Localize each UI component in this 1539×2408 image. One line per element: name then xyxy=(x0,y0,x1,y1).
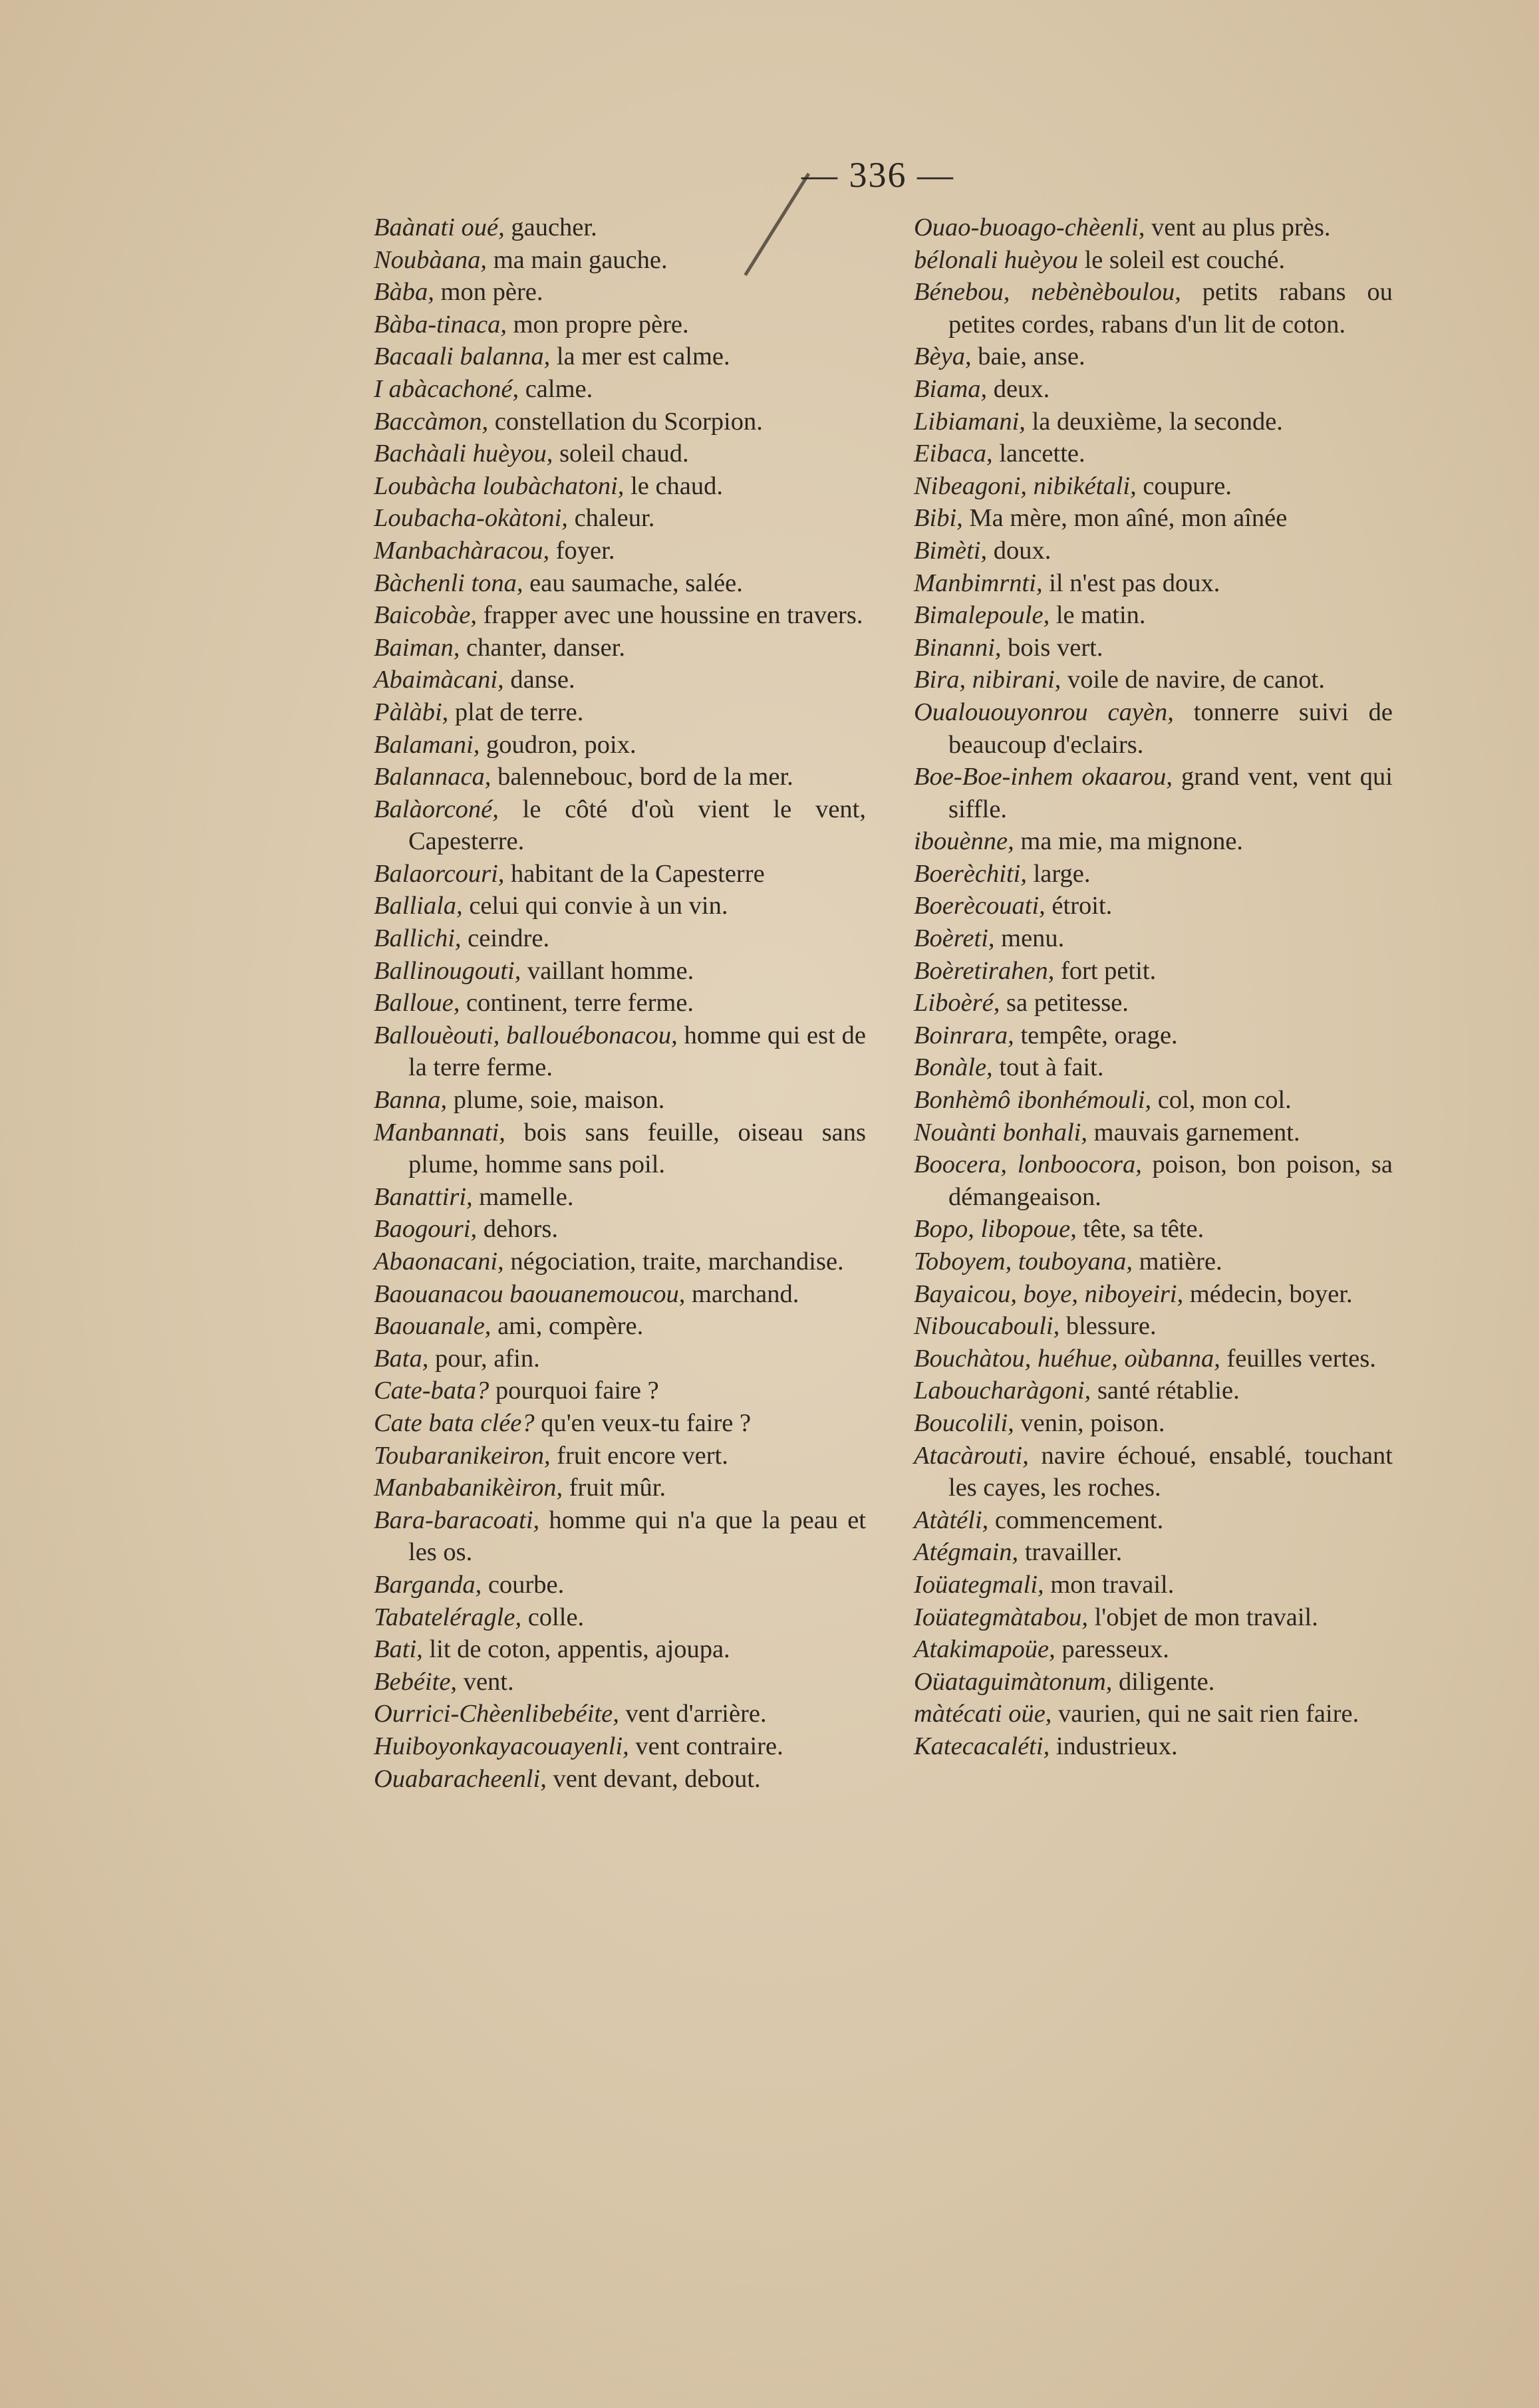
entry-gloss: travailler. xyxy=(1018,1538,1123,1567)
entry-term: Bonàle, xyxy=(914,1053,993,1082)
entry-term: Eibaca, xyxy=(914,440,993,468)
entry-gloss: sa petitesse. xyxy=(1000,989,1129,1017)
entry-term: Cate bata clée? xyxy=(374,1408,535,1437)
entry-gloss: vent au plus près. xyxy=(1145,213,1331,241)
entry-gloss: vent devant, debout. xyxy=(546,1764,761,1793)
dictionary-entry xyxy=(374,1601,866,1634)
entry-gloss: habitant de la Capesterre xyxy=(504,859,765,888)
entry-term: Baicobàe, xyxy=(374,601,478,630)
entry-gloss: danse. xyxy=(503,666,575,694)
entry-term: Baiman, xyxy=(374,633,460,662)
entry-gloss: vaurien, qui ne sait rien faire. xyxy=(1051,1700,1359,1728)
entry-gloss: le soleil est couché. xyxy=(1077,245,1286,274)
dictionary-entry xyxy=(914,858,1393,890)
dictionary-entry xyxy=(914,1278,1393,1311)
entry-gloss: pourquoi faire ? xyxy=(489,1377,659,1405)
dictionary-entry xyxy=(374,987,866,1019)
dictionary-entry xyxy=(374,1633,866,1666)
entry-gloss: vent. xyxy=(457,1667,514,1696)
entry-gloss: petits rabans ou petites cordes, rabans d'un lit de coton. xyxy=(948,278,1393,338)
dictionary-entry xyxy=(374,1181,866,1214)
entry-term: Banattiri, xyxy=(374,1182,473,1211)
entry-term: Toboyem, touboyana, xyxy=(914,1248,1133,1275)
dictionary-entry xyxy=(914,438,1393,470)
entry-term: Abaonacani, xyxy=(374,1248,504,1275)
entry-gloss: plat de terre. xyxy=(448,698,584,726)
entry-gloss: poison, bon poison, sa démangeaison. xyxy=(948,1150,1393,1211)
entry-term: Ioüategmali, xyxy=(914,1570,1044,1599)
entry-gloss: menu. xyxy=(994,924,1065,953)
entry-term: Balamani, xyxy=(374,730,480,759)
dictionary-entry xyxy=(374,244,866,277)
entry-term: Bèya, xyxy=(914,342,972,371)
entry-term: Banna, xyxy=(374,1086,448,1115)
entry-term: Manbimrnti, xyxy=(914,569,1043,597)
dictionary-entry xyxy=(374,664,866,696)
entry-term: Baànati oué, xyxy=(374,213,505,241)
entry-term: Manbannati, xyxy=(374,1118,505,1146)
entry-gloss: continent, terre ferme. xyxy=(460,989,694,1017)
dictionary-entry xyxy=(914,1440,1393,1504)
entry-gloss: santé rétablie. xyxy=(1091,1377,1240,1405)
dictionary-entry xyxy=(374,1730,866,1763)
dictionary-entry xyxy=(914,502,1393,535)
entry-term: Laboucharàgoni, xyxy=(914,1377,1091,1405)
entry-gloss: constellation du Scorpion. xyxy=(488,407,763,436)
entry-gloss: chanter, danser. xyxy=(460,633,626,662)
dictionary-entry xyxy=(914,373,1393,406)
dictionary-entry xyxy=(374,890,866,922)
entry-gloss: mauvais garnement. xyxy=(1087,1118,1300,1146)
entry-term: Noubàana, xyxy=(374,245,488,274)
entry-gloss: homme qui est de la terre ferme. xyxy=(408,1021,866,1082)
dictionary-entry xyxy=(914,1569,1393,1601)
dictionary-entry xyxy=(374,1213,866,1246)
entry-gloss: la deuxième, la seconde. xyxy=(1025,407,1283,436)
entry-term: Libiamani, xyxy=(914,407,1026,436)
entry-gloss: la mer est calme. xyxy=(550,342,730,371)
entry-gloss: feuilles vertes. xyxy=(1220,1344,1376,1373)
entry-term: Abaimàcani, xyxy=(374,666,504,694)
entry-term: Boocera, lonboocora, xyxy=(914,1150,1142,1179)
dictionary-entry xyxy=(914,1504,1393,1537)
entry-term: Ballinougouti, xyxy=(374,956,521,985)
entry-term: Bàchenli tona, xyxy=(374,569,523,597)
dictionary-entry xyxy=(374,340,866,373)
dictionary-entry xyxy=(374,696,866,729)
entry-gloss: deux. xyxy=(987,374,1050,403)
entry-gloss: commencement. xyxy=(988,1506,1164,1534)
entry-term: Nouànti bonhali, xyxy=(914,1118,1087,1146)
entry-gloss: grand vent, vent qui siffle. xyxy=(948,763,1393,823)
entry-term: Bimalepoule, xyxy=(914,601,1050,630)
dictionary-entry xyxy=(914,987,1393,1019)
dictionary-entry xyxy=(914,406,1393,438)
entry-term: Huiboyonkayacouayenli, xyxy=(374,1732,629,1760)
entry-term: Boucolili, xyxy=(914,1408,1014,1437)
page-number: — 336 — xyxy=(801,155,954,195)
entry-term: Bara-baracoati, xyxy=(374,1506,540,1534)
dictionary-entry xyxy=(914,276,1393,340)
dictionary-entry xyxy=(374,1278,866,1311)
entry-term: Bopo, libopoue, xyxy=(914,1215,1077,1244)
dictionary-entry xyxy=(374,1310,866,1343)
entry-term: Bibi, xyxy=(914,504,963,533)
entry-term: Liboèré, xyxy=(914,989,1000,1017)
dictionary-entry xyxy=(374,858,866,890)
entry-term: Balannaca, xyxy=(374,763,491,791)
entry-term: Atacàrouti, xyxy=(914,1441,1029,1470)
entry-term: Ouao-buoago-chèenli, xyxy=(914,213,1145,241)
entry-term: Katecacaléti, xyxy=(914,1732,1050,1760)
entry-gloss: bois vert. xyxy=(1001,633,1103,662)
entry-gloss: mon propre père. xyxy=(506,310,689,338)
dictionary-entry xyxy=(914,1343,1393,1375)
entry-gloss: marchand. xyxy=(685,1279,799,1308)
entry-gloss: négociation, traite, marchandise. xyxy=(503,1248,844,1275)
entry-gloss: mon père. xyxy=(434,278,543,307)
entry-gloss: soleil chaud. xyxy=(553,440,689,468)
entry-term: Ourrici-Chèenlibebéite, xyxy=(374,1700,619,1728)
entry-gloss: vent d'arrière. xyxy=(619,1700,767,1728)
dictionary-entry xyxy=(374,922,866,955)
dictionary-entry xyxy=(374,1698,866,1730)
entry-term: Bouchàtou, huéhue, oùbanna, xyxy=(914,1344,1220,1373)
entry-term: Atégmain, xyxy=(914,1538,1019,1567)
entry-term: Oüataguimàtonum, xyxy=(914,1667,1113,1696)
left-column xyxy=(374,211,866,1795)
dictionary-entry xyxy=(374,1343,866,1375)
entry-term: Cate-bata? xyxy=(374,1377,490,1405)
entry-term: Ballouèouti, ballouébonacou, xyxy=(374,1021,678,1049)
entry-gloss: le côté d'où vient le vent, Capesterre. xyxy=(408,795,866,856)
entry-term: Ouabaracheenli, xyxy=(374,1764,547,1793)
entry-gloss: tout à fait. xyxy=(992,1053,1104,1082)
dictionary-entry xyxy=(914,1633,1393,1666)
entry-term: Bachàali huèyou, xyxy=(374,440,553,468)
entry-gloss: matière. xyxy=(1133,1248,1222,1275)
dictionary-entry xyxy=(914,1051,1393,1084)
entry-term: Bénebou, nebènèboulou, xyxy=(914,278,1181,307)
entry-term: Manbabanikèiron, xyxy=(374,1474,563,1502)
entry-gloss: le matin. xyxy=(1049,601,1146,630)
dictionary-entry xyxy=(374,1440,866,1472)
entry-term: Bàba-tinaca, xyxy=(374,310,507,338)
entry-term: Balàorconé, xyxy=(374,795,499,823)
entry-gloss: mamelle. xyxy=(472,1182,574,1211)
entry-term: Baogouri, xyxy=(374,1215,478,1244)
entry-term: Loubàcha loubàchatoni, xyxy=(374,471,625,500)
entry-term: Bata, xyxy=(374,1344,429,1373)
entry-gloss: colle. xyxy=(521,1603,585,1631)
dictionary-entry xyxy=(914,1536,1393,1569)
entry-gloss: vaillant homme. xyxy=(521,956,694,985)
dictionary-entry xyxy=(374,502,866,535)
entry-term: Atakimapoüe, xyxy=(914,1635,1055,1664)
entry-gloss: ma mie, ma mignone. xyxy=(1014,827,1244,856)
entry-gloss: homme qui n'a que la peau et les os. xyxy=(408,1506,866,1567)
dictionary-entry xyxy=(374,955,866,988)
entry-gloss: voile de navire, de canot. xyxy=(1061,666,1326,694)
entry-gloss: l'objet de mon travail. xyxy=(1087,1603,1318,1631)
dictionary-entry xyxy=(374,276,866,309)
entry-term: Tabateléragle, xyxy=(374,1603,522,1631)
entry-term: Bebéite, xyxy=(374,1667,458,1696)
entry-term: Boèretirahen, xyxy=(914,956,1055,985)
dictionary-entry xyxy=(374,1084,866,1117)
dictionary-entry xyxy=(914,696,1393,761)
dictionary-entry xyxy=(374,761,866,793)
entry-term: Atàtéli, xyxy=(914,1506,989,1534)
entry-gloss: fort petit. xyxy=(1054,956,1157,985)
entry-term: Manbachàracou, xyxy=(374,536,550,565)
entry-gloss: celui qui convie à un vin. xyxy=(462,892,728,920)
dictionary-entry xyxy=(374,729,866,761)
entry-gloss: plume, soie, maison. xyxy=(447,1086,665,1115)
dictionary-entry xyxy=(914,1698,1393,1730)
dictionary-entry xyxy=(914,1375,1393,1407)
entry-term: Bacaali balanna, xyxy=(374,342,551,371)
entry-term: màtécati oüe, xyxy=(914,1700,1052,1728)
entry-term: Balaorcouri, xyxy=(374,859,505,888)
dictionary-entry xyxy=(914,955,1393,988)
entry-term: Balloue, xyxy=(374,989,460,1017)
entry-term: Boinrara, xyxy=(914,1021,1014,1049)
dictionary-entry xyxy=(914,632,1393,664)
entry-term: Boe-Boe-inhem okaarou, xyxy=(914,763,1173,791)
dictionary-entry xyxy=(374,1763,866,1796)
entry-gloss: navire échoué, ensablé, touchant les cayes, les roches. xyxy=(948,1441,1393,1502)
entry-term: Toubaranikeiron, xyxy=(374,1441,551,1470)
dictionary-entry xyxy=(374,599,866,632)
dictionary-entry xyxy=(914,922,1393,955)
dictionary-entry xyxy=(374,535,866,567)
dictionary-entry xyxy=(374,438,866,470)
entry-gloss: fruit encore vert. xyxy=(550,1441,728,1470)
dictionary-entry xyxy=(914,761,1393,825)
dictionary-entry xyxy=(374,211,866,244)
dictionary-entry xyxy=(914,1117,1393,1149)
entry-term: Bayaicou, boye, niboyeiri, xyxy=(914,1279,1184,1308)
entry-gloss: balennebouc, bord de la mer. xyxy=(491,763,793,791)
entry-gloss: tête, sa tête. xyxy=(1076,1215,1204,1244)
entry-term: Boerèchiti, xyxy=(914,859,1027,888)
entry-gloss: frapper avec une houssine en travers. xyxy=(477,601,863,630)
dictionary-entry xyxy=(374,1569,866,1601)
entry-gloss: eau saumache, salée. xyxy=(523,569,743,597)
dictionary-entry xyxy=(374,309,866,341)
dictionary-entry xyxy=(374,373,866,406)
entry-gloss: fruit mûr. xyxy=(563,1474,666,1502)
entry-gloss: courbe. xyxy=(482,1570,565,1599)
entry-gloss: tempête, orage. xyxy=(1014,1021,1178,1049)
entry-gloss: ceindre. xyxy=(461,924,550,953)
entry-term: bélonali huèyou xyxy=(914,245,1078,274)
dictionary-entry xyxy=(374,793,866,858)
dictionary-entry xyxy=(914,1666,1393,1698)
entry-gloss: calme. xyxy=(519,374,593,403)
dictionary-entry xyxy=(914,599,1393,632)
dictionary-entry xyxy=(374,470,866,503)
entry-term: Oualououyonrou cayèn, xyxy=(914,698,1174,726)
entry-gloss: col, mon col. xyxy=(1151,1086,1292,1115)
entry-term: Bira, nibirani, xyxy=(914,666,1061,694)
entry-gloss: doux. xyxy=(987,536,1051,565)
dictionary-entry xyxy=(374,567,866,600)
entry-gloss: industrieux. xyxy=(1049,1732,1178,1760)
dictionary-entry xyxy=(374,1666,866,1698)
entry-term: Bati, xyxy=(374,1635,423,1664)
entry-term: Ballichi, xyxy=(374,924,462,953)
entry-gloss: dehors. xyxy=(477,1215,558,1244)
entry-term: Barganda, xyxy=(374,1570,482,1599)
entry-gloss: bois sans feuille, oiseau sans plume, homme sans poil. xyxy=(408,1118,866,1179)
entry-gloss: diligente. xyxy=(1112,1667,1215,1696)
dictionary-entry xyxy=(374,1504,866,1569)
right-column xyxy=(914,211,1393,1763)
entry-gloss: qu'en veux-tu faire ? xyxy=(534,1408,752,1437)
entry-term: Baouanale, xyxy=(374,1312,491,1341)
dictionary-entry xyxy=(914,664,1393,696)
dictionary-entry xyxy=(374,1246,866,1278)
dictionary-entry xyxy=(914,567,1393,600)
entry-gloss: Ma mère, mon aîné, mon aînée xyxy=(962,504,1288,533)
dictionary-entry xyxy=(914,1084,1393,1117)
dictionary-entry xyxy=(914,340,1393,373)
entry-gloss: venin, poison. xyxy=(1014,1408,1165,1437)
entry-term: Bonhèmô ibonhémouli, xyxy=(914,1086,1152,1115)
dictionary-entry xyxy=(374,1407,866,1440)
dictionary-entry xyxy=(914,211,1393,244)
dictionary-entry xyxy=(914,1148,1393,1213)
dictionary-entry xyxy=(914,535,1393,567)
entry-term: Nibeagoni, nibikétali, xyxy=(914,471,1137,500)
entry-gloss: coupure. xyxy=(1136,471,1232,500)
dictionary-entry xyxy=(914,890,1393,922)
dictionary-entry xyxy=(914,470,1393,503)
dictionary-entry xyxy=(374,406,866,438)
entry-gloss: ma main gauche. xyxy=(487,245,668,274)
entry-gloss: pour, afin. xyxy=(428,1344,540,1373)
entry-gloss: paresseux. xyxy=(1055,1635,1169,1664)
entry-gloss: lit de coton, appentis, ajoupa. xyxy=(422,1635,730,1664)
entry-term: Pàlàbi, xyxy=(374,698,449,726)
dictionary-entry xyxy=(914,1310,1393,1343)
dictionary-entry xyxy=(914,1019,1393,1052)
entry-term: Bimèti, xyxy=(914,536,988,565)
entry-gloss: ami, compère. xyxy=(491,1312,644,1341)
dictionary-entry xyxy=(914,1601,1393,1634)
entry-gloss: lancette. xyxy=(992,440,1085,468)
entry-term: Niboucabouli, xyxy=(914,1312,1060,1341)
entry-term: Balliala, xyxy=(374,892,463,920)
entry-term: I abàcachoné, xyxy=(374,374,519,403)
dictionary-entry xyxy=(914,1407,1393,1440)
entry-term: Biama, xyxy=(914,374,988,403)
dictionary-entry xyxy=(914,1730,1393,1763)
dictionary-entry xyxy=(374,1117,866,1181)
entry-gloss: médecin, boyer. xyxy=(1183,1279,1353,1308)
entry-gloss: foyer. xyxy=(549,536,615,565)
dictionary-entry xyxy=(914,1246,1393,1278)
entry-gloss: mon travail. xyxy=(1044,1570,1175,1599)
dictionary-entry xyxy=(914,1213,1393,1246)
entry-gloss: baie, anse. xyxy=(971,342,1085,371)
entry-term: Bàba, xyxy=(374,278,434,307)
entry-term: ibouènne, xyxy=(914,827,1014,856)
entry-term: Baouanacou baouanemoucou, xyxy=(374,1279,686,1308)
dictionary-entry xyxy=(374,1472,866,1504)
dictionary-entry xyxy=(374,632,866,664)
entry-gloss: chaleur. xyxy=(567,504,655,533)
entry-gloss: le chaud. xyxy=(624,471,724,500)
entry-gloss: goudron, poix. xyxy=(480,730,636,759)
entry-gloss: large. xyxy=(1026,859,1091,888)
entry-gloss: blessure. xyxy=(1059,1312,1157,1341)
entry-term: Loubacha-okàtoni, xyxy=(374,504,568,533)
dictionary-entry xyxy=(374,1375,866,1407)
dictionary-entry xyxy=(374,1019,866,1084)
entry-term: Ioüategmàtabou, xyxy=(914,1603,1088,1631)
entry-term: Boèreti, xyxy=(914,924,995,953)
entry-gloss: tonnerre suivi de beaucoup d'eclairs. xyxy=(948,698,1393,759)
entry-gloss: vent contraire. xyxy=(629,1732,783,1760)
entry-gloss: gaucher. xyxy=(504,213,597,241)
dictionary-entry xyxy=(914,244,1393,277)
entry-term: Boerècouati, xyxy=(914,892,1046,920)
dictionary-entry xyxy=(914,825,1393,858)
entry-gloss: étroit. xyxy=(1045,892,1113,920)
entry-term: Baccàmon, xyxy=(374,407,489,436)
entry-gloss: il n'est pas doux. xyxy=(1042,569,1220,597)
entry-term: Binanni, xyxy=(914,633,1002,662)
